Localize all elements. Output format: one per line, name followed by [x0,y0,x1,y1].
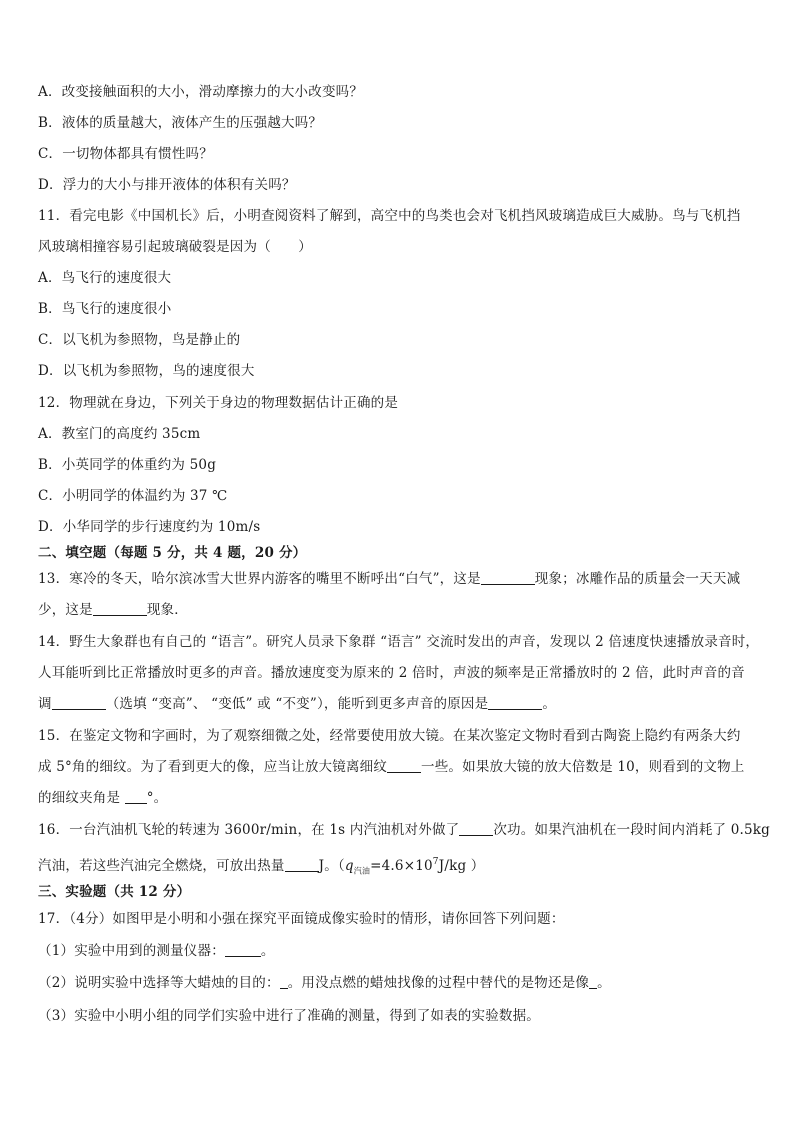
answer-blank[interactable] [225,942,261,957]
q13-text: 现象；冰雕作品的质量会一天天减 [534,571,741,587]
answer-blank[interactable] [52,695,106,710]
q11-option-a: A．鸟飞行的速度很大 [38,270,172,286]
q13-line2 [38,600,758,620]
answer-blank[interactable] [125,789,147,804]
q11-option-b: B．鸟飞行的速度很小 [38,301,172,317]
answer-blank[interactable] [481,570,535,585]
q17-text: （1）实验中用到的测量仪器： [38,943,225,959]
q16-line2 [38,852,758,882]
q16-text: 汽油，若这些汽油完全燃烧，可放出热量 [38,858,285,874]
q12-stem: 12．物理就在身边，下列关于身边的物理数据估计正确的是 [38,395,399,411]
answer-blank[interactable] [387,758,421,773]
q12-option-c: C．小明同学的体温约为 37 ℃ [38,488,228,504]
q14-line2: 人耳能听到比正常播放时更多的声音。播放速度变为原来的 2 倍时，声波的频率是正常播放时的 2 倍，此时声音的音 [38,665,745,681]
q15-text: 的细纹夹角是 [38,790,125,806]
answer-blank[interactable] [488,695,542,710]
q16-text: =4.6×10 [370,858,433,874]
answer-blank[interactable] [285,857,319,872]
q13-line1 [38,569,758,589]
q17-part2 [38,973,758,993]
q12-option-a: A．教室门的高度约 35cm [38,426,201,442]
q11-stem-line1: 11．看完电影《中国机长》后，小明查阅资料了解到，高空中的鸟类也会对飞机挡风玻璃造成巨大威胁。鸟与飞机挡 [38,208,741,224]
q17-text: 。用没点燃的蜡烛找像的过程中替代的是物还是像 [287,975,590,991]
q15-line3 [38,788,758,808]
q16-exponent: 7 [432,857,439,867]
answer-blank[interactable] [589,974,597,989]
q16-text: J/kg ） [438,858,485,874]
q14-text: 。 [542,696,557,712]
q15-text: °。 [146,790,168,806]
q17-text: 。 [597,975,611,991]
q13-text: 13．寒冷的冬天，哈尔滨冰雪大世界内游客的嘴里不断呼出“白气”，这是 [38,571,481,587]
q16-text: 次功。如果汽油机在一段时间内消耗了 0.5kg [493,822,771,838]
q10-option-d: D．浮力的大小与排开液体的体积有关吗？ [38,177,296,193]
q17-text: （2）说明实验中选择等大蜡烛的目的： [38,975,280,991]
q14-text: （选填 “变高”、 “变低” 或 “不变”），能听到更多声音的原因是 [105,696,489,712]
q10-option-c: C．一切物体都具有惯性吗？ [38,146,213,162]
answer-blank[interactable] [459,821,493,836]
q14-line1: 14．野生大象群也有自己的 “语言”。研究人员录下象群 “语言” 交流时发出的声音，发现以 2 倍速度快速播放录音时， [38,634,760,650]
answer-blank[interactable] [280,974,288,989]
q12-option-d: D．小华同学的步行速度约为 10m/s [38,519,261,535]
q14-line3 [38,694,758,714]
q11-stem-line2: 风玻璃相撞容易引起玻璃破裂是因为（ ） [38,239,312,255]
q15-line1: 15．在鉴定文物和字画时，为了观察细微之处，经常要使用放大镜。在某次鉴定文物时看到古陶瓷上隐约有两条大约 [38,728,741,744]
q17-part1 [38,941,758,961]
q16-symbol: q [344,858,354,874]
q15-text: 一些。如果放大镜的放大倍数是 10，则看到的文物上 [421,759,745,775]
q14-text: 调 [38,696,52,712]
q10-option-b: B．液体的质量越大，液体产生的压强越大吗？ [38,115,323,131]
q15-text: 成 5°角的细纹。为了看到更大的像，应当让放大镜离细纹 [38,759,388,775]
answer-blank[interactable] [93,601,147,616]
q13-text: 少，这是 [38,602,93,618]
section-experiment-title: 三、实验题（共 12 分） [38,884,191,900]
section-fill-in-title: 二、填空题（每题 5 分，共 4 题，20 分） [38,545,307,561]
q16-text: 16．一台汽油机飞轮的转速为 3600r/min，在 1s 内汽油机对外做了 [38,822,460,838]
q12-option-b: B．小英同学的体重约为 50g [38,457,217,473]
q11-option-d: D．以飞机为参照物，鸟的速度很大 [38,363,255,379]
q13-text: 现象． [146,602,188,618]
q15-line2 [38,757,758,777]
q16-symbol-subscript: 汽油 [353,866,371,876]
q16-text: J。（ [318,858,345,874]
q10-option-a: A．改变接触面积的大小，滑动摩擦力的大小改变吗？ [38,84,364,100]
q11-option-c: C．以飞机为参照物，鸟是静止的 [38,332,241,348]
q16-line1 [38,820,771,840]
q17-text: 。 [260,943,275,959]
q17-stem: 17．（4分）如图甲是小明和小强在探究平面镜成像实验时的情形，请你回答下列问题： [38,911,565,927]
q17-part3: （3）实验中小明小组的同学们实验中进行了准确的测量，得到了如表的实验数据。 [38,1008,540,1024]
